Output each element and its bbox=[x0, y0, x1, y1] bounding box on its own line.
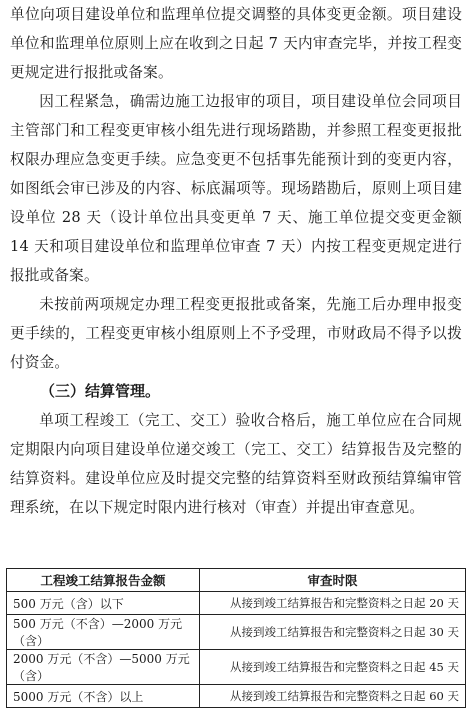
settlement-review-limits-table bbox=[6, 568, 466, 708]
table-row bbox=[7, 650, 466, 685]
review-limit-cell: 从接到竣工结算报告和完整资料之日起 30 天 bbox=[200, 615, 466, 650]
paragraph-emergency-change: 因工程紧急，确需边施工边报审的项目，项目建设单位会同项目主管部门和工程变更审核小组先进行现场踏勘，并参照工程变更报批权限办理应急变更手续。应急变更不包括事先能预计到的变更内容，如图纸会审已涉及的内容、标底漏项等。现场踏勘后，原则上项目建设单位 28 天（设计单位出具变更单 7 天、施工单位提交变更金额 14 天和项目建设单位和监理单位审查 7 天）内按工程变更规定进行报批或备案。 bbox=[10, 93, 462, 284]
amount-cell: 500 万元（不含）—2000 万元（含） bbox=[7, 615, 200, 650]
review-limit-cell: 从接到竣工结算报告和完整资料之日起 20 天 bbox=[200, 592, 466, 615]
table-row bbox=[7, 592, 466, 615]
column-header-review-limit: 审查时限 bbox=[200, 569, 466, 592]
paragraph-unregistered-change: 未按前两项规定办理工程变更报批或备案，先施工后办理申报变更手续的，工程变更审核小组原则上不予受理，市财政局不得予以拨付资金。 bbox=[10, 296, 462, 371]
amount-cell: 5000 万元（不含）以上 bbox=[7, 685, 200, 708]
column-header-amount: 工程竣工结算报告金额 bbox=[7, 569, 200, 592]
review-limit-cell: 从接到竣工结算报告和完整资料之日起 45 天 bbox=[200, 650, 466, 685]
table-header-row bbox=[7, 569, 466, 592]
amount-cell: 2000 万元（不含）—5000 万元（含） bbox=[7, 650, 200, 685]
amount-cell: 500 万元（含）以下 bbox=[7, 592, 200, 615]
table-row bbox=[7, 685, 466, 708]
paragraph-change-amount-review: 单位向项目建设单位和监理单位提交调整的具体变更金额。项目建设单位和监理单位原则上应在收到之日起 7 天内审查完毕，并按工程变更规定进行报批或备案。 bbox=[10, 6, 462, 81]
review-limit-cell: 从接到竣工结算报告和完整资料之日起 60 天 bbox=[200, 685, 466, 708]
section-heading-settlement: （三）结算管理。 bbox=[40, 382, 161, 400]
paragraph-settlement-report: 单项工程竣工（完工、交工）验收合格后，施工单位应在合同规定期限内向项目建设单位递交竣工（完工、交工）结算报告及完整的结算资料。建设单位应及时提交完整的结算资料至财政预结算编审管理系统，在以下规定时限内进行核对（审查）并提出审查意见。 bbox=[10, 412, 462, 516]
table-row bbox=[7, 615, 466, 650]
